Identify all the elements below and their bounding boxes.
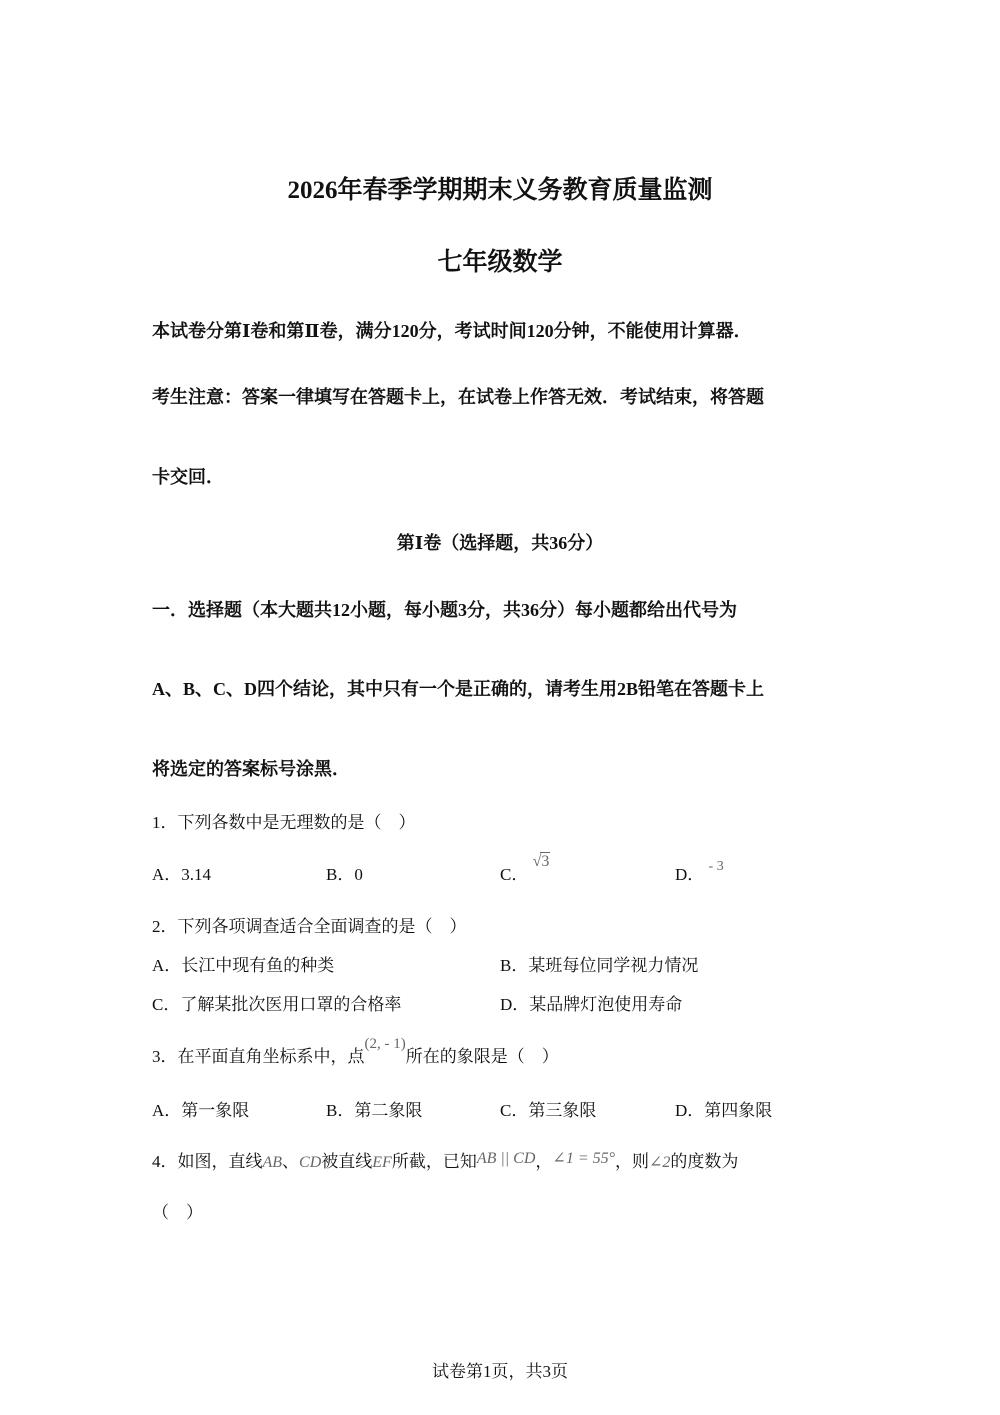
stem-text: 3．在平面直角坐标系中，点 [152,1047,365,1066]
section-title: 第Ⅰ卷（选择题，共36分） [396,533,604,553]
stem-text: ， [535,1152,553,1171]
parallel-condition: AB || CD [476,1150,536,1167]
line-cd: CD [299,1154,322,1171]
question-4-answer-paren: （ ） [152,1203,203,1222]
stem-text: 的度数为 [670,1152,739,1171]
question-1-option-d [675,860,724,885]
question-2-stem: 2．下列各项调查适合全面调查的是（ ） [152,917,467,936]
question-3-option-c: C．第三象限 [500,1101,597,1120]
exam-title: 2026年春季学期期末义务教育质量监测 [287,177,713,204]
line-ab: AB [262,1154,283,1171]
line-ef: EF [372,1154,392,1171]
page-footer: 试卷第1页，共3页 [432,1362,568,1381]
stem-text: 、 [282,1152,300,1171]
section-instruction-1: 一．选择题（本大题共12小题，每小题3分，共36分）每小题都给出代号为 [152,600,737,620]
notice-line-2: 卡交回． [152,467,224,487]
notice-line-1: 考生注意：答案一律填写在答题卡上，在试卷上作答无效．考试结束，将答题 [152,387,764,407]
option-label: C． [500,865,529,884]
question-3-option-a: A．第一象限 [152,1101,250,1120]
stem-text: 4．如图，直线 [152,1152,263,1171]
question-2-option-c: C．了解某批次医用口罩的合格率 [152,995,402,1014]
question-2-option-d: D．某品牌灯泡使用寿命 [500,995,683,1014]
question-1-stem: 1．下列各数中是无理数的是（ ） [152,813,416,832]
point-coordinates: (2, - 1) [364,1036,406,1052]
section-instruction-2: A、B、C、D四个结论，其中只有一个是正确的，请考生用2B铅笔在答题卡上 [152,679,765,699]
option-label: D． [675,865,705,884]
question-3-stem [152,1036,559,1067]
question-2-option-b: B．某班每位同学视力情况 [500,956,699,975]
angle-2: ∠2 [649,1154,671,1171]
angle-1-value: ∠1 = 55° [552,1150,616,1167]
question-4-stem [152,1147,738,1172]
question-1-option-b: B．0 [326,865,363,884]
question-3-option-d: D．第四象限 [675,1101,773,1120]
question-1-option-c [500,853,550,885]
question-3-option-b: B．第二象限 [326,1101,423,1120]
question-2-option-a: A．长江中现有鱼的种类 [152,956,335,975]
stem-text: 所截，已知 [391,1152,477,1171]
sqrt-expression: √3 [532,853,550,870]
negative-three: - 3 [708,859,724,874]
subject-title: 七年级数学 [437,249,563,276]
intro-line: 本试卷分第Ⅰ卷和第Ⅱ卷，满分120分，考试时间120分钟，不能使用计算器． [152,321,752,341]
section-instruction-3: 将选定的答案标号涂黑． [152,759,350,779]
question-1-option-a: A．3.14 [152,865,212,884]
stem-text: 所在的象限是（ ） [405,1047,559,1066]
stem-text: 被直线 [321,1152,373,1171]
stem-text: ，则 [615,1152,650,1171]
